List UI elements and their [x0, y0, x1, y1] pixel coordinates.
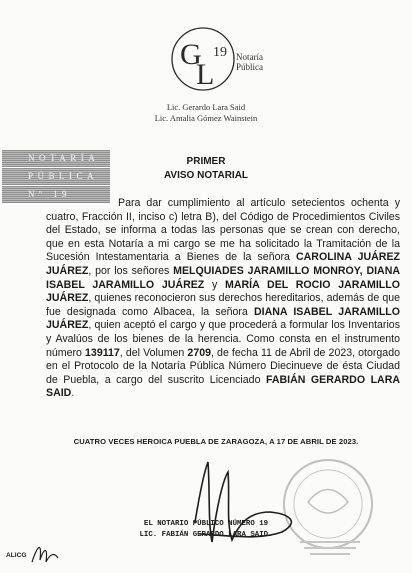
stamp-row-3: Nº 19: [2, 186, 110, 203]
body-text-3: y: [204, 278, 225, 291]
initials-scribble: [30, 540, 60, 566]
signature-name: LIC. FABIÁN GERARDO LARA SAID.: [139, 531, 273, 539]
notary-logo: [170, 26, 236, 92]
applicant-names: MELQUIADES JARAMILLO MONROY, DIANA ISABEL JARAMILLO JUÁREZ: [46, 264, 400, 291]
logo-letter-g: G: [180, 38, 202, 71]
notary-full-name: FABIÁN GERARDO LARA SAID: [46, 373, 401, 400]
signature-and-seal: [100, 452, 400, 564]
body-text-4: , quienes reconocieron sus derechos hereditarios, además de que fue designada como Albacea, la señora: [46, 292, 400, 318]
logo-letter-l: L: [196, 58, 215, 91]
handwritten-signature: [195, 462, 291, 542]
instrument-number: 139117: [85, 346, 120, 359]
body-text-7: , de fecha 11 de Abril de 2023, otorgado en el Protocolo de la Notaría Pública Número Diecinueve de ésta Ciudad de Puebla, a cargo del suscrito Licenciado: [46, 346, 400, 386]
logo-caption-line2: Pública: [236, 62, 263, 72]
body-text-8: .: [71, 387, 75, 400]
notary-name-2: Lic. Amalia Gómez Wainstein: [154, 113, 258, 123]
stamp-row-2: PÚBLICA: [2, 168, 110, 185]
stamp-row-1: NOTARÍA: [2, 150, 110, 167]
logo-caption-line1: Notaría: [236, 52, 263, 62]
body-text-6: , del Volumen: [119, 346, 188, 359]
official-seal: [284, 460, 372, 554]
body-text-1: Para dar cumplimiento al artículo setecientos ochenta y cuatro, Fracción II, inciso c) letra B), del Código de Procedimientos Civiles del Estado, se informa a todas las personas que se crean con derecho, que en esta Notaría a mi cargo se me ha solicitado la Tramitación de la Sucesión Intestamentaria a Bienes de la señora: [46, 197, 400, 264]
title-line-1: PRIMER: [186, 156, 226, 167]
logo-number: 19: [213, 45, 227, 60]
title-line-2: AVISO NOTARIAL: [163, 170, 249, 181]
body-text-2: , por los señores: [88, 264, 174, 277]
notice-body: [46, 197, 400, 401]
signature-title: EL NOTARIO PÚBLICO NÚMERO 19: [143, 520, 269, 528]
place-date-line: CUATRO VECES HEROICA PUEBLA DE ZARAGOZA, A 17 DE ABRIL DE 2023.: [73, 437, 359, 446]
logo-caption: [236, 52, 263, 72]
notary-name-1: Lic. Gerardo Lara Said: [166, 102, 246, 112]
executor-name: DIANA ISABEL JARAMILLO JUÁREZ: [46, 305, 400, 332]
typist-initials: ALICG: [6, 552, 27, 559]
volume-number: 2709: [187, 346, 211, 359]
notary-stamp: [2, 150, 110, 204]
notice-paragraph: [46, 197, 400, 401]
applicant-name-3: MARÍA DEL ROCIO JARAMILLO JUÁREZ: [46, 278, 400, 305]
deceased-name: CAROLINA JUÁREZ JUÁREZ: [46, 251, 400, 277]
body-text-5: , quien aceptó el cargo y que procederá a formular los Inventarios y Avalúos de los bienes de la herencia. Como consta en el instrumento número: [46, 319, 400, 359]
